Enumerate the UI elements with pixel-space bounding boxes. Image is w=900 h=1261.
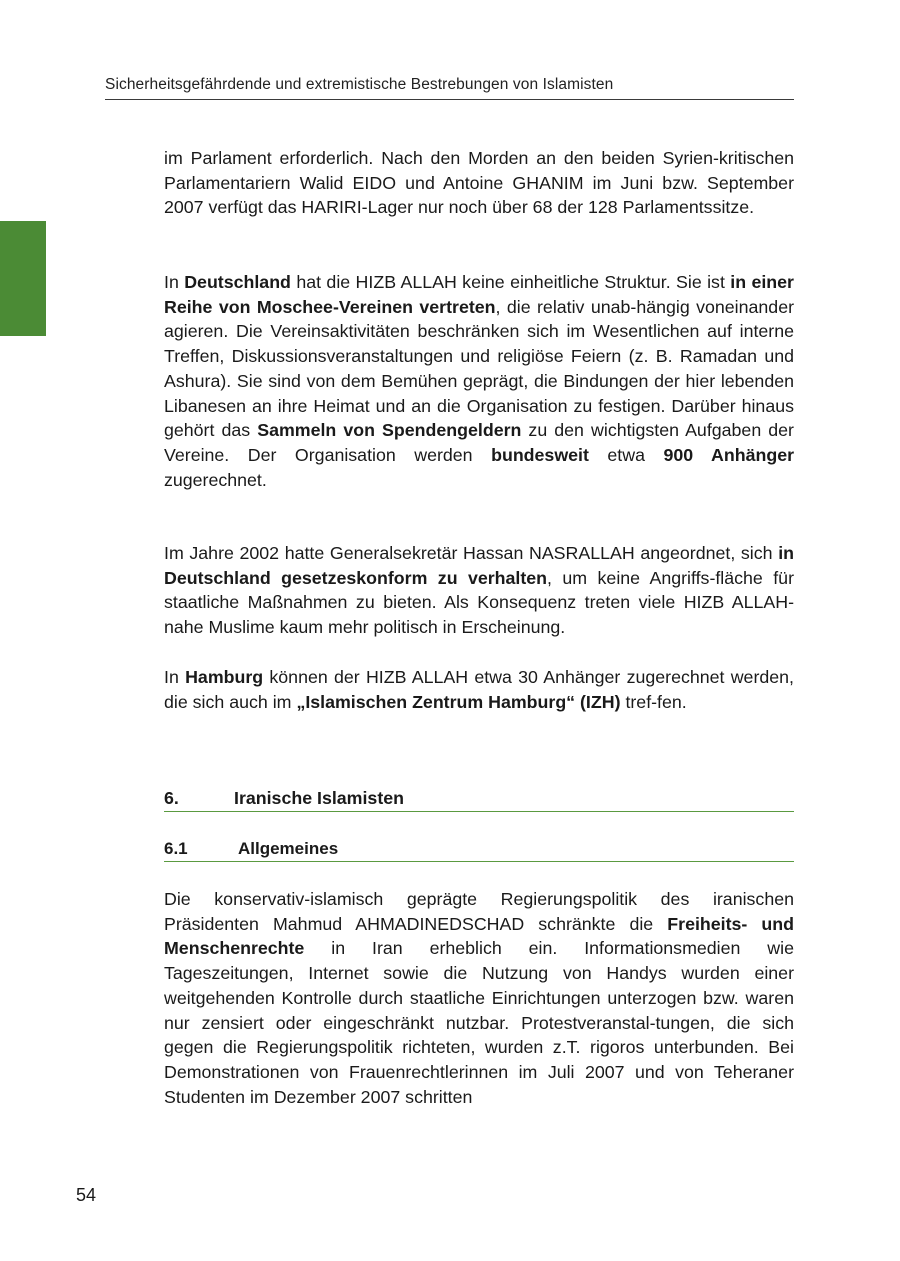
text-span: in Iran erheblich ein. Informationsmedien wie Tageszeitungen, Internet sowie die Nutzung von Handys wurden einer weitgehenden Kontrolle durch staatliche Einrichtungen unterzogen bzw. waren nur zensiert oder eingeschränkt nutzbar. Protestveranstal-tungen, die sich gegen die Regierungspolitik richteten, wurden z.T. rigoros unterbunden. Bei Demonstrationen von Frauenrechtlerinnen im Juli 2007 und von Teheraner Studenten im Dezember 2007 schritten	[164, 938, 794, 1107]
paragraph-nasrallah-order	[164, 541, 794, 640]
emphasis-text: „Islamischen Zentrum Hamburg“ (IZH)	[296, 691, 621, 712]
emphasis-text: Hamburg	[185, 667, 264, 687]
text-span: Im Jahre 2002 hatte Generalsekretär Hassan NASRALLAH angeordnet, sich	[164, 543, 779, 563]
section-number: 6.1	[164, 839, 188, 858]
text-span: hat die HIZB ALLAH keine einheitliche Struktur. Sie ist	[290, 272, 731, 292]
text-span: Die konservativ-islamisch geprägte Regierungspolitik des iranischen Präsidenten Mahmud AHMADINEDSCHAD schränkte die	[164, 889, 794, 934]
text-span: zugerechnet.	[164, 469, 267, 490]
text-span: etwa	[588, 444, 664, 465]
paragraph-lebanon-parliament	[164, 146, 794, 220]
text-span: In	[164, 667, 186, 687]
emphasis-text: in einer Reihe von Moschee-Vereinen vertreten	[164, 272, 794, 317]
text-span: , die relativ unab-hängig voneinander agieren. Die Vereinsaktivitäten beschränken sich im Wesentlichen auf interne Treffen, Diskussionsveranstaltungen und religiöse Feiern (z. B. Ramadan und Ashura). Sie sind von dem Bemühen geprägt, die Bindungen der hier lebenden Libanesen an ihre Heimat und an die Organisation zu festigen. Darüber hinaus gehört das	[164, 296, 794, 441]
section-number: 6.	[164, 788, 179, 808]
text-span: In	[164, 272, 185, 292]
text-span: können der HIZB ALLAH etwa 30 Anhänger zugerechnet werden, die sich auch im	[164, 667, 794, 712]
paragraph-iran-policy	[164, 887, 794, 1109]
section-title: Allgemeines	[238, 839, 339, 858]
paragraph-hamburg	[164, 665, 794, 714]
text-span: im Parlament erforderlich. Nach den Morden an den beiden Syrien-kritischen Parlamentariern Walid EIDO und Antoine GHANIM im Juni bzw. September 2007 verfügt das HARIRI-Lager nur noch über 68 der 128 Parlamentssitze.	[164, 148, 794, 218]
section-title: Iranische Islamisten	[234, 788, 404, 808]
emphasis-text: Deutschland	[184, 272, 291, 292]
page-number: 54	[76, 1185, 97, 1205]
text-span: , um keine Angriffs-fläche für staatliche Maßnahmen zu bieten. Als Konsequenz treten viele HIZB ALLAH-nahe Muslime kaum mehr politisch in Erscheinung.	[164, 567, 794, 638]
running-header-title: Sicherheitsgefährdende und extremistische Bestrebungen von Islamisten	[105, 76, 614, 93]
emphasis-text: in Deutschland gesetzeskonform zu verhalten	[164, 543, 794, 588]
paragraph-germany-structure	[164, 270, 794, 492]
emphasis-text: Sammeln von Spendengeldern	[257, 420, 522, 441]
emphasis-text: 900 Anhänger	[663, 444, 795, 465]
emphasis-text: bundesweit	[491, 444, 589, 465]
text-span: zu den wichtigsten Aufgaben der Vereine. Der Organisation werden	[164, 420, 794, 465]
chapter-side-tab	[0, 221, 46, 336]
text-span: tref-fen.	[620, 691, 687, 712]
running-header	[105, 76, 794, 100]
emphasis-text: Freiheits- und Menschenrechte	[164, 913, 795, 959]
section-heading-6-1	[164, 839, 794, 862]
section-heading-6	[164, 788, 794, 812]
